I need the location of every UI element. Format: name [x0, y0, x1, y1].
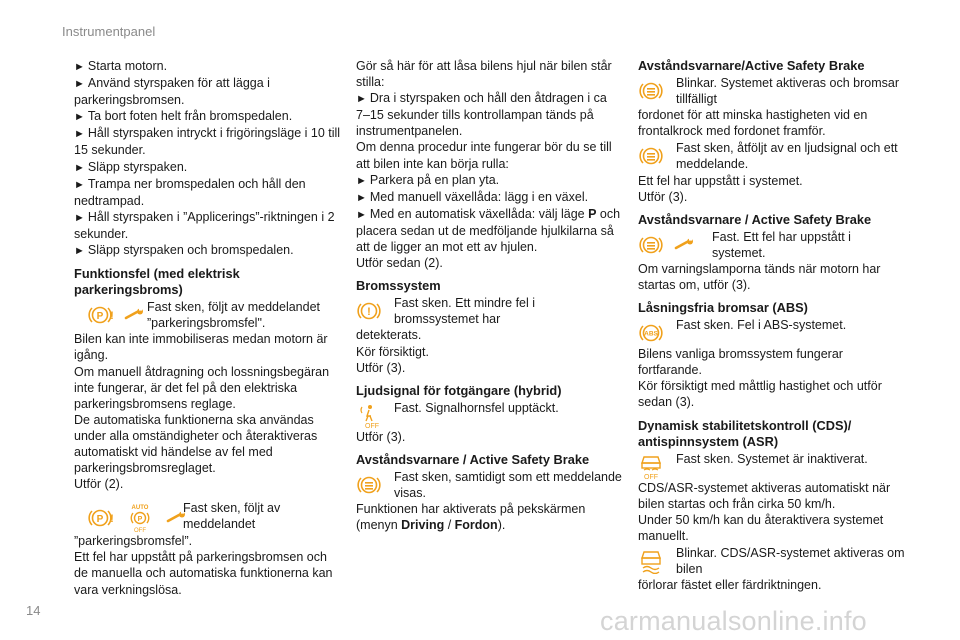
icon-group — [74, 299, 147, 328]
svg-text:!: ! — [110, 310, 114, 323]
section-title: Låsningsfria bromsar (ABS) — [638, 300, 808, 316]
svg-text:P: P — [137, 516, 143, 524]
svg-text:!: ! — [110, 513, 114, 526]
paragraph: Utför (3). — [638, 189, 688, 204]
collision-warning-icon — [356, 472, 382, 498]
column-left — [74, 58, 344, 598]
list-item: ► Med en automatisk växellåda: välj läge P och placera sedan ut de medföljande hjulkilarna så att de ligger an mot ett av hjulen. — [356, 206, 621, 255]
warning-text: Fast. Ett fel har uppstått i systemet. — [712, 229, 851, 260]
paragraph: Om denna procedur inte fungerar bör du se till att bilen inte kan börja rulla: — [356, 140, 612, 171]
list-item: ► Parkera på en plan yta. — [356, 172, 500, 187]
paragraph: detekterats. — [356, 328, 422, 343]
warning-row — [638, 229, 906, 261]
collision-warning-icon — [638, 143, 664, 169]
list-item: ► Dra i styrspaken och håll den åtdragen i ca 7–15 sekunder tills kontrollampan tänds på instrumentpanelen. — [356, 91, 607, 139]
section-title: Ljudsignal för fotgängare (hybrid) — [356, 382, 562, 398]
list-item: ► Ta bort foten helt från bromspedalen. — [74, 109, 293, 124]
paragraph: Gör så här för att låsa bilens hjul när bilen står stilla: — [356, 59, 612, 90]
step-list — [74, 58, 344, 259]
warning-text: Fast sken. Systemet är inaktiverat. — [676, 451, 868, 466]
section-title: Bromssystem — [356, 278, 441, 294]
paragraph: Utför sedan (2). — [356, 256, 443, 271]
arrow-bullet-icon: ► — [74, 128, 85, 141]
warning-text: Fast sken, samtidigt som ett meddelande visas. — [394, 469, 622, 500]
icon-group — [638, 317, 676, 346]
paragraph: Utför (3). — [356, 429, 406, 444]
stability-control-off-icon — [638, 454, 664, 480]
collision-warning-icon — [638, 78, 664, 104]
arrow-bullet-icon: ► — [356, 93, 367, 106]
svg-text:P: P — [96, 514, 104, 526]
icon-group — [638, 75, 676, 104]
icon-group — [356, 295, 394, 324]
icon-group — [74, 500, 183, 533]
arrow-bullet-icon: ► — [356, 208, 367, 221]
warning-row — [356, 295, 622, 327]
warning-row — [74, 299, 344, 331]
paragraph: förlorar fästet eller färdriktningen. — [638, 578, 822, 593]
page-number: 14 — [26, 603, 41, 618]
arrow-bullet-icon: ► — [74, 178, 85, 191]
list-item: ► Med manuell växellåda: lägg i en växel. — [356, 189, 589, 204]
section-title: Avståndsvarnare / Active Safety Brake — [356, 451, 590, 467]
icon-group — [638, 451, 676, 480]
warning-text: Blinkar. CDS/ASR-systemet aktiveras om bilen — [676, 545, 905, 576]
warning-text: Fast sken, åtföljt av en ljudsignal och ett meddelande. — [676, 141, 898, 172]
paragraph: Funktionen har aktiverats på pekskärmen (menyn Driving / Fordon). — [356, 501, 586, 533]
list-item: ► Släpp styrspaken. — [74, 159, 188, 174]
arrow-bullet-icon: ► — [74, 161, 85, 174]
list-item: ► Håll styrspaken intryckt i frigöringsläge i 10 till 15 sekunder. — [74, 126, 341, 158]
list-item: ► Håll styrspaken i ”Applicerings”-riktningen i 2 sekunder. — [74, 209, 335, 241]
warning-row — [74, 500, 344, 533]
warning-text: Blinkar. Systemet aktiveras och bromsar tillfälligt — [676, 76, 899, 107]
parking-brake-fault-icon — [88, 505, 114, 531]
svg-text:OFF: OFF — [365, 422, 379, 429]
warning-row — [356, 400, 622, 429]
warning-text: Fast sken, följt av meddelandet ”parkeringsbromsfel". — [147, 300, 321, 331]
list-item: ► Trampa ner bromspedalen och håll den nedtrampad. — [74, 176, 306, 208]
abs-icon — [638, 320, 664, 346]
warning-row — [638, 545, 906, 577]
svg-text:P: P — [96, 311, 104, 323]
arrow-bullet-icon: ► — [74, 245, 85, 258]
paragraph: Under 50 km/h kan du återaktivera systemet manuellt. — [638, 512, 884, 543]
section-title: Funktionsfel (med elektrisk parkeringsbroms) — [74, 266, 240, 298]
wrench-icon — [124, 308, 146, 322]
warning-row — [638, 317, 906, 346]
wrench-icon — [674, 238, 696, 252]
paragraph: Bilens vanliga bromssystem fungerar fortfarande. — [638, 347, 843, 378]
paragraph: Om manuell åtdragning och lossningsbegäran inte fungerar, är det fel på den elektriska parkeringsbromsens reglage. — [74, 364, 330, 411]
paragraph: Ett fel har uppstått i systemet. — [638, 173, 803, 188]
paragraph: Ett fel har uppstått på parkeringsbromsen och de manuella och automatiska funktionerna kan vara verkningslösa. — [74, 550, 333, 597]
paragraph: CDS/ASR-systemet aktiveras automatiskt när bilen startas och från cirka 50 km/h. — [638, 480, 891, 511]
parking-brake-fault-icon — [88, 302, 114, 328]
paragraph: Om varningslamporna tänds när motorn har startas om, utför (3). — [638, 261, 881, 293]
auto-park-off-icon — [126, 503, 154, 533]
arrow-bullet-icon: ► — [74, 211, 85, 224]
paragraph: Kör försiktigt med måttlig hastighet och utför sedan (3). — [638, 379, 882, 410]
auto-label: AUTO — [131, 505, 149, 512]
off-label: OFF — [644, 473, 658, 480]
paragraph: fordonet för att minska hastigheten vid en frontalkrock med fordonet framför. — [638, 108, 868, 139]
list-item: ► Släpp styrspaken och bromspedalen. — [74, 243, 294, 258]
warning-row — [638, 75, 906, 107]
paragraph: ”parkeringsbromsfel”. — [74, 534, 193, 549]
page-header: Instrumentpanel — [62, 24, 156, 39]
arrow-bullet-icon: ► — [74, 111, 85, 124]
warning-text: Fast sken. Fel i ABS-systemet. — [676, 318, 847, 333]
warning-text: Fast. Signalhornsfel upptäckt. — [394, 400, 559, 415]
warning-text: Fast sken. Ett mindre fel i bromssystemet har — [394, 296, 536, 327]
paragraph: Kör försiktigt. — [356, 344, 429, 359]
off-label: OFF — [134, 528, 146, 534]
section-title: Dynamisk stabilitetskontroll (CDS)/ antispinnsystem (ASR) — [638, 417, 852, 449]
pedestrian-sound-icon — [356, 403, 382, 429]
collision-warning-icon — [638, 232, 664, 258]
watermark: carmanualsonline.info — [600, 606, 867, 636]
icon-group — [356, 400, 394, 429]
brake-warning-icon — [356, 298, 382, 324]
arrow-bullet-icon: ► — [356, 191, 367, 204]
section-title: Avståndsvarnare / Active Safety Brake — [638, 211, 872, 227]
column-middle — [356, 58, 622, 533]
list-item: ► Använd styrspaken för att lägga i parkeringsbromsen. — [74, 76, 270, 108]
section-title: Avståndsvarnare/Active Safety Brake — [638, 58, 865, 73]
column-right — [638, 58, 906, 593]
warning-row — [638, 140, 906, 172]
warning-row — [638, 451, 906, 480]
icon-group — [356, 469, 394, 498]
icon-group — [638, 545, 676, 574]
paragraph: Utför (3). — [356, 360, 406, 375]
arrow-bullet-icon: ► — [74, 78, 85, 91]
warning-text: Fast sken, följt av meddelandet — [183, 501, 281, 532]
list-item: ► Starta motorn. — [74, 59, 168, 73]
stability-control-icon — [638, 548, 664, 574]
icon-group — [638, 229, 712, 258]
svg-text:!: ! — [367, 306, 371, 319]
abs-label: ABS — [644, 330, 658, 338]
paragraph: Utför (2). — [74, 477, 124, 492]
paragraph: De automatiska funktionerna ska användas under alla omständigheter och återaktiveras automatiskt vid händelse av fel med parkeringsbromsreglaget. — [74, 412, 318, 476]
paragraph: Bilen kan inte immobiliseras medan motorn är igång. — [74, 332, 328, 363]
icon-group — [638, 140, 676, 169]
arrow-bullet-icon: ► — [74, 61, 85, 73]
arrow-bullet-icon: ► — [356, 174, 367, 187]
warning-row — [356, 469, 622, 501]
